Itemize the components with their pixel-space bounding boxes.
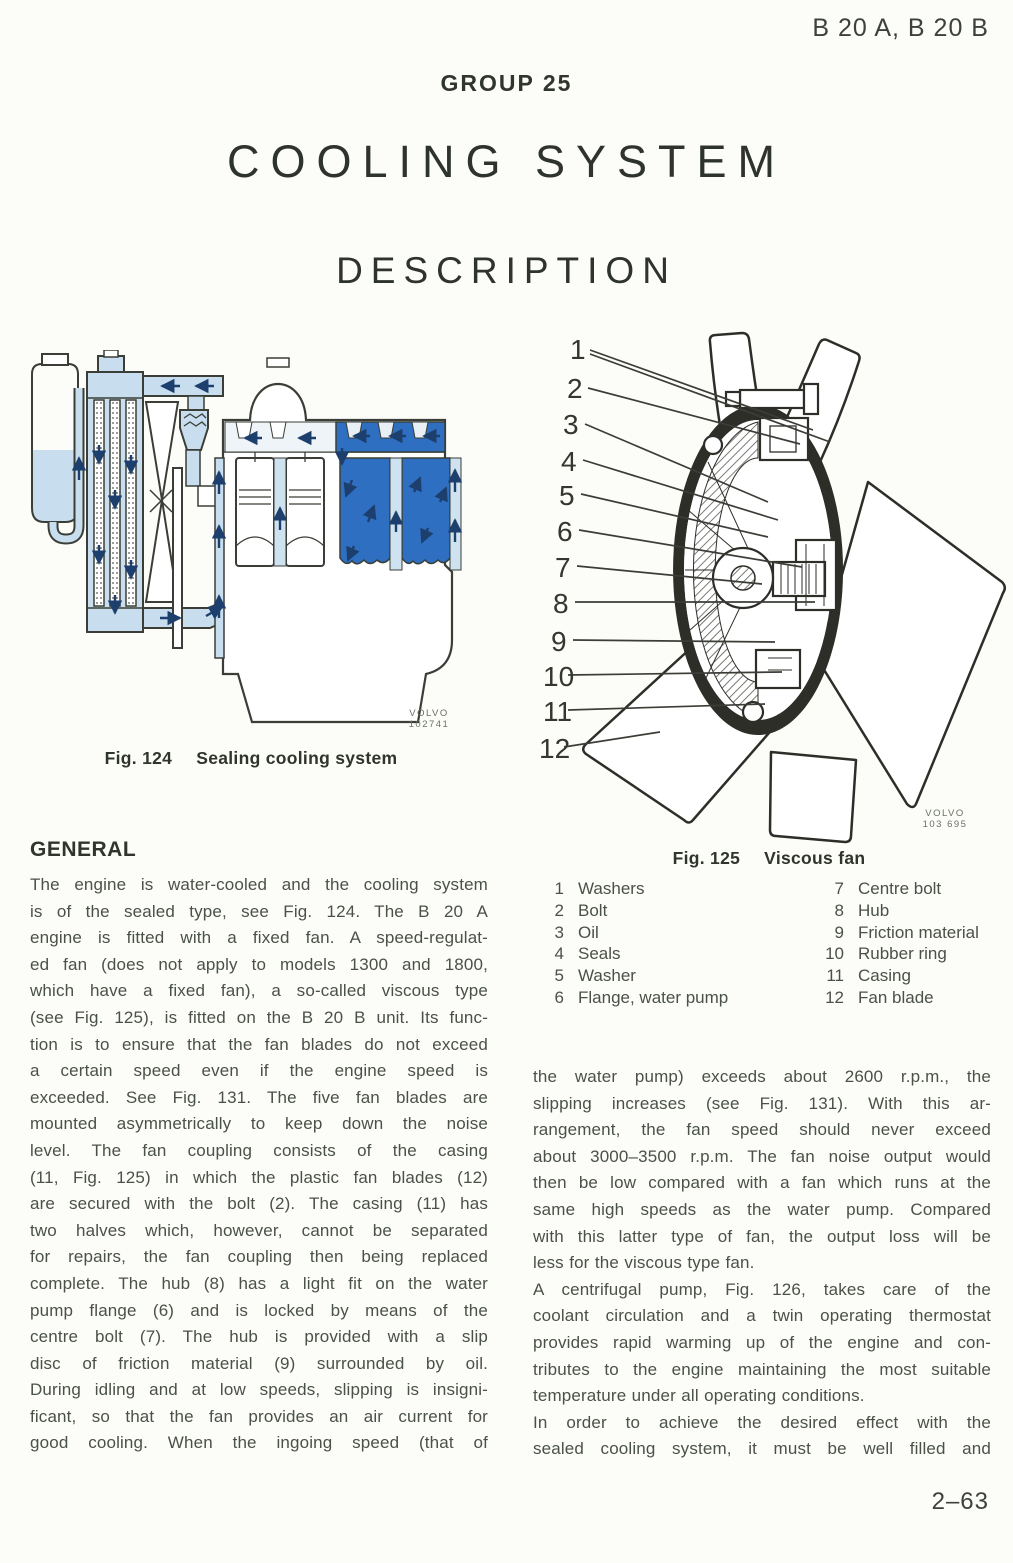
- figure-credit: [913, 808, 977, 830]
- text-line: for repairs, the fan coupling then being replaced: [30, 1247, 488, 1267]
- legend-number: 12: [825, 987, 844, 1007]
- legend-number: 4: [554, 944, 564, 964]
- group-label: GROUP 25: [440, 70, 573, 96]
- legend-label: Hub: [858, 900, 890, 920]
- legend-label: Flange, water pump: [578, 987, 729, 1007]
- text-line: (see Fig. 125), is fitted on the B 20 B unit. Its func-: [30, 1007, 488, 1027]
- text-line: engine is fitted with a fixed fan. A speed-regulat-: [30, 928, 488, 948]
- legend-number: 7: [834, 879, 844, 898]
- fig124-illustration: [12, 350, 490, 742]
- text-line: A centrifugal pump, Fig. 126, takes care of the: [533, 1279, 991, 1299]
- model-designation: B 20 A, B 20 B: [812, 14, 989, 42]
- legend-number: 10: [825, 944, 844, 964]
- fig124-label: Fig. 124: [104, 748, 173, 768]
- left-column-text: [30, 872, 488, 1457]
- text-line: then be low compared with a fan which runs at the: [533, 1173, 991, 1193]
- text-line: tributes to the engine maintaining the most suitable: [533, 1359, 991, 1379]
- fig125-label: Fig. 125: [672, 848, 741, 868]
- text-line: a certain speed even if the engine speed is: [30, 1061, 488, 1081]
- text-line: good cooling. When the ingoing speed (that of: [30, 1433, 488, 1453]
- legend-label: Friction material: [858, 922, 979, 942]
- callout-number: 12: [539, 733, 571, 764]
- legend-number: 11: [826, 966, 844, 986]
- callout-number: 3: [563, 409, 579, 440]
- credit-number: 103 695: [922, 819, 968, 830]
- text-line: same high speeds as the water pump. Compared: [533, 1199, 991, 1219]
- legend-label: Rubber ring: [858, 944, 947, 964]
- page-title: COOLING SYSTEM: [226, 136, 787, 187]
- text-line: with this latter type of fan, the output loss will be: [533, 1226, 991, 1246]
- text-line: sealed cooling system, it must be well filled and: [533, 1439, 991, 1459]
- text-line: about 3000–3500 r.p.m. The fan noise output would: [533, 1146, 991, 1166]
- credit-number: 102741: [408, 719, 450, 730]
- text-line: complete. The hub (8) has a light fit on the water: [30, 1273, 488, 1293]
- legend-label: Fan blade: [858, 987, 934, 1007]
- legend-label: Centre bolt: [858, 879, 942, 898]
- credit-brand: VOLVO: [409, 708, 449, 719]
- right-column-text: [533, 1064, 991, 1463]
- callout-number: 9: [551, 626, 567, 657]
- fig125-legend: [540, 878, 992, 1009]
- fig125-illustration: [528, 330, 1010, 845]
- text-line: disc of friction material (9) surrounded by oil.: [30, 1353, 488, 1373]
- legend-label: Washer: [578, 966, 636, 986]
- fig124-title: Sealing cooling system: [196, 748, 398, 768]
- legend-label: Oil: [578, 922, 599, 942]
- callout-number: 4: [561, 446, 577, 477]
- text-line: During idling and at low speeds, slipping is insigni-: [30, 1380, 488, 1400]
- page-number: 2–63: [931, 1488, 989, 1515]
- callout-number: 11: [543, 696, 573, 727]
- credit-brand: VOLVO: [925, 808, 965, 819]
- legend-number: 3: [554, 922, 564, 942]
- callout-number: 6: [557, 516, 573, 547]
- fig125-title: Viscous fan: [764, 848, 866, 868]
- text-line: rangement, the fan speed should never exceed: [533, 1120, 991, 1140]
- text-line: ed fan (does not apply to models 1300 and 1800,: [30, 954, 488, 974]
- legend-label: Seals: [578, 944, 621, 964]
- text-line: mounted asymmetrically to keep down the noise: [30, 1114, 488, 1134]
- text-line: two halves which, however, cannot be separated: [30, 1220, 488, 1240]
- text-line: the water pump) exceeds about 2600 r.p.m., the: [533, 1067, 991, 1086]
- text-line: pump flange (6) and is locked by means of the: [30, 1300, 488, 1320]
- legend-number: 8: [834, 900, 844, 920]
- legend-label: Bolt: [578, 900, 608, 920]
- callout-number: 1: [570, 334, 586, 365]
- legend-number: 2: [554, 900, 564, 920]
- text-line: slipping increases (see Fig. 131). With this ar-: [533, 1093, 991, 1113]
- fig125-caption: [528, 848, 1010, 869]
- text-line: exceeded. See Fig. 131. The five fan blades are: [30, 1087, 488, 1107]
- text-line: level. The fan coupling consists of the casing: [30, 1140, 488, 1160]
- text-line: provides rapid warming up of the engine and con-: [533, 1332, 991, 1352]
- page-subtitle: DESCRIPTION: [336, 250, 677, 291]
- legend-number: 5: [554, 966, 564, 986]
- callout-number: 5: [559, 480, 575, 511]
- legend-number: 9: [834, 922, 844, 942]
- callout-number: 8: [553, 588, 569, 619]
- legend-number: 1: [554, 879, 564, 898]
- text-line: which have a fixed fan), a so-called viscous type: [30, 981, 488, 1001]
- legend-label: Casing: [858, 966, 911, 986]
- callout-number: 10: [543, 661, 575, 692]
- text-line: are secured with the bolt (2). The casing (11) has: [30, 1194, 488, 1214]
- text-line: coolant circulation and a twin operating thermostat: [533, 1306, 991, 1326]
- text-line: temperature under all operating conditions.: [533, 1386, 865, 1406]
- text-line: less for the viscous type fan.: [533, 1253, 755, 1273]
- text-line: is of the sealed type, see Fig. 124. The B 20 A: [30, 901, 488, 921]
- fig124-caption: [12, 748, 490, 769]
- figure-credit: [397, 708, 461, 730]
- callout-number: 7: [555, 552, 571, 583]
- text-line: tion is to ensure that the fan blades do not exceed: [30, 1034, 488, 1054]
- text-line: In order to achieve the desired effect with the: [533, 1412, 991, 1432]
- legend-label: Washers: [578, 879, 645, 898]
- text-line: (11, Fig. 125) in which the plastic fan blades (12): [30, 1167, 488, 1187]
- text-line: centre bolt (7). The hub is provided with a slip: [30, 1327, 488, 1347]
- callout-number: 2: [567, 373, 583, 404]
- section-heading: GENERAL: [30, 838, 137, 861]
- text-line: The engine is water-cooled and the cooling system: [30, 875, 488, 894]
- text-line: ficant, so that the fan provides an air current for: [30, 1406, 488, 1426]
- legend-number: 6: [554, 987, 564, 1007]
